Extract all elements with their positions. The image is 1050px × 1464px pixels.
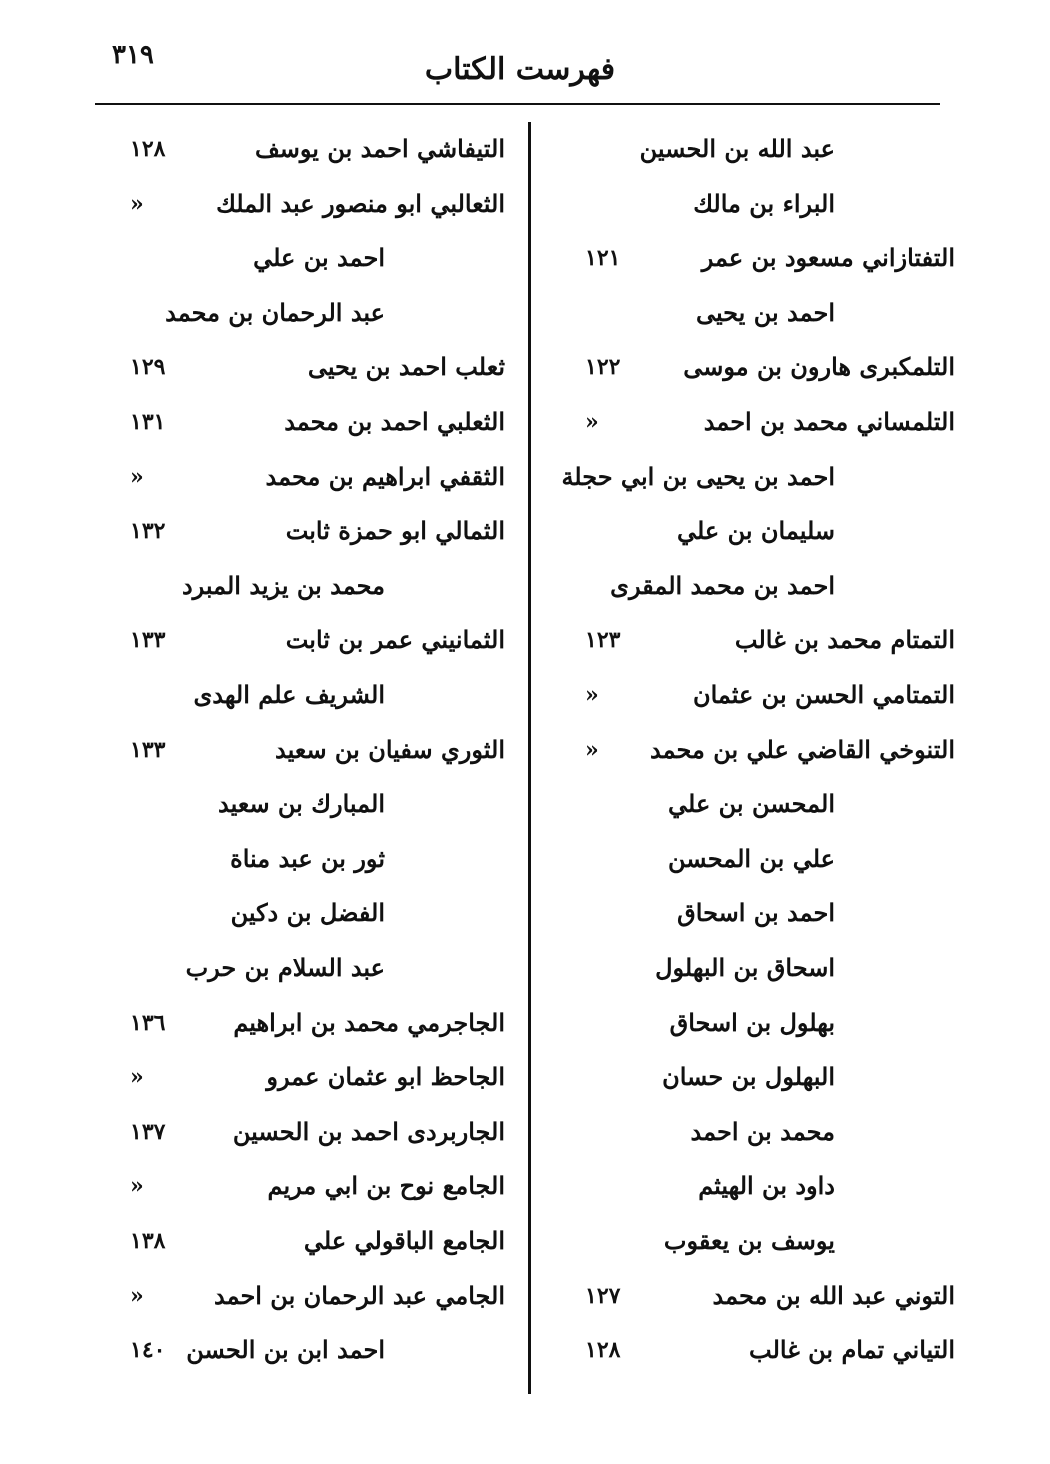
entry-page-number: ١٣٨ — [130, 1228, 166, 1254]
index-entry — [110, 998, 510, 1048]
index-entry — [110, 397, 510, 447]
index-entry — [110, 1271, 510, 1321]
entry-name: التوني عبد الله بن محمد — [712, 1280, 955, 1310]
entry-name: التياني تمام بن غالب — [749, 1335, 955, 1365]
index-entry — [545, 670, 965, 720]
page-title: فهرست الكتاب — [424, 52, 616, 87]
entry-name: احمد ابن بن الحسن — [186, 1335, 385, 1365]
index-entry — [110, 342, 510, 392]
index-entry — [545, 452, 965, 502]
entry-name: التلمساني محمد بن احمد — [703, 407, 955, 436]
index-entry — [110, 288, 510, 338]
entry-name: يوسف بن يعقوب — [663, 1226, 835, 1255]
index-entry — [545, 1216, 965, 1266]
entry-name: احمد بن محمد المقرى — [610, 570, 835, 600]
entry-name: الثعالبي ابو منصور عبد الملك — [216, 188, 505, 218]
entry-name: التنوخي القاضي علي بن محمد — [650, 734, 955, 764]
entry-name: الثعلبي احمد بن محمد — [284, 407, 505, 436]
index-entry — [545, 342, 965, 392]
index-entry — [545, 506, 965, 556]
entry-name: ثعلب احمد بن يحيى — [307, 352, 505, 382]
entry-name: داود بن الهيثم — [698, 1171, 835, 1201]
index-entry — [110, 725, 510, 775]
index-entry — [110, 670, 510, 720]
entry-name: المحسن بن علي — [668, 789, 835, 819]
entry-name: الجامي عبد الرحمان بن احمد — [213, 1280, 505, 1310]
entry-page-number: ١٢١ — [585, 245, 621, 272]
index-entry — [110, 1161, 510, 1211]
index-entry — [110, 452, 510, 502]
entry-name: الثوري سفيان بن سعيد — [275, 734, 505, 764]
entry-name: البهلول بن حسان — [662, 1062, 835, 1092]
entry-name: ثور بن عبد مناة — [230, 843, 385, 873]
column-divider — [528, 122, 531, 1394]
index-entry — [110, 615, 510, 665]
index-entry — [110, 888, 510, 938]
index-entry — [545, 233, 965, 283]
entry-page-number: « — [130, 1173, 144, 1200]
index-entry — [545, 615, 965, 665]
entry-name: علي بن المحسن — [668, 843, 835, 873]
index-entry — [545, 943, 965, 993]
header-rule — [95, 103, 940, 105]
entry-name: التيفاشي احمد بن يوسف — [254, 134, 505, 163]
entry-page-number: ١٢٩ — [130, 354, 166, 381]
entry-name: عبد السلام بن حرب — [185, 953, 385, 982]
entry-name: احمد بن يحيى بن ابي حجلة — [561, 461, 835, 491]
index-entry — [110, 1325, 510, 1375]
entry-name: الشريف علم الهدى — [193, 680, 385, 709]
entry-page-number: ١٣٢ — [130, 518, 166, 545]
entry-name: البراء بن مالك — [693, 188, 835, 218]
index-entry — [545, 725, 965, 775]
entry-name: الثقفي ابراهيم بن محمد — [265, 461, 505, 491]
entry-page-number: ١٢٣ — [585, 627, 621, 654]
index-entry — [545, 998, 965, 1048]
index-entry — [545, 1107, 965, 1157]
entry-name: التمتام محمد بن غالب — [734, 625, 955, 655]
index-entry — [110, 943, 510, 993]
index-entry — [110, 506, 510, 556]
index-entry — [110, 1107, 510, 1157]
entry-name: احمد بن اسحاق — [677, 898, 835, 928]
entry-name: التمتامي الحسن بن عثمان — [692, 680, 955, 709]
entry-name: اسحاق بن البهلول — [655, 953, 835, 982]
entry-page-number: ١٢٨ — [585, 1337, 621, 1364]
entry-page-number: ١٣٣ — [130, 736, 166, 763]
entry-name: التفتازاني مسعود بن عمر — [701, 243, 955, 273]
index-entry — [110, 779, 510, 829]
index-entry — [545, 179, 965, 229]
index-entry — [545, 561, 965, 611]
index-entry — [545, 1325, 965, 1375]
index-entry — [545, 1052, 965, 1102]
entry-page-number: ١٣٦ — [130, 1009, 166, 1036]
entry-page-number: ١٢٨ — [130, 136, 166, 162]
entry-name: الفضل بن دكين — [230, 898, 385, 928]
index-entry — [545, 397, 965, 447]
index-entry — [110, 179, 510, 229]
entry-page-number: « — [130, 463, 144, 490]
index-entry — [545, 834, 965, 884]
entry-page-number: ١٣٧ — [130, 1118, 166, 1145]
entry-name: احمد بن يحيى — [695, 297, 835, 327]
entry-name: المبارك بن سعيد — [218, 789, 385, 819]
entry-name: الجامع نوح بن ابي مريم — [267, 1171, 505, 1201]
entry-name: الثمالي ابو حمزة ثابت — [285, 516, 505, 546]
entry-name: محمد بن احمد — [690, 1116, 835, 1146]
entry-name: بهلول بن اسحاق — [669, 1007, 835, 1037]
index-entry — [110, 561, 510, 611]
index-entry — [110, 1216, 510, 1266]
entry-name: الثمانيني عمر بن ثابت — [285, 625, 505, 655]
entry-name: الجاربردى احمد بن الحسين — [232, 1116, 505, 1146]
entry-page-number: « — [130, 190, 144, 217]
entry-name: التلمكبرى هارون بن موسى — [683, 352, 955, 382]
entry-page-number: ١٢٧ — [585, 1282, 621, 1309]
entry-name: سليمان بن علي — [676, 516, 835, 546]
entry-page-number: « — [585, 682, 599, 708]
index-entry — [545, 1271, 965, 1321]
index-entry — [545, 1161, 965, 1211]
entry-name: عبد الله بن الحسين — [639, 134, 835, 163]
left-column — [110, 122, 510, 1402]
right-column — [545, 122, 965, 1402]
entry-page-number: « — [585, 736, 599, 763]
entry-page-number: ١٤٠ — [130, 1337, 166, 1364]
index-entry — [545, 288, 965, 338]
entry-page-number: « — [130, 1282, 144, 1309]
entry-page-number: « — [130, 1064, 144, 1091]
index-entry — [110, 124, 510, 174]
index-entry — [110, 1052, 510, 1102]
entry-name: الجاجرمي محمد بن ابراهيم — [233, 1007, 505, 1037]
index-entry — [545, 779, 965, 829]
entry-page-number: ١٣٣ — [130, 627, 166, 654]
index-entry — [545, 124, 965, 174]
entry-name: احمد بن علي — [253, 243, 385, 273]
entry-name: الجاحظ ابو عثمان عمرو — [266, 1062, 505, 1092]
entry-page-number: ١٢٢ — [585, 354, 621, 381]
index-entry — [110, 834, 510, 884]
entry-name: الجامع الباقولي علي — [303, 1226, 505, 1255]
entry-page-number: « — [585, 409, 599, 435]
page-number: ٣١٩ — [112, 40, 154, 70]
entry-name: محمد بن يزيد المبرد — [181, 570, 385, 600]
entry-page-number: ١٣١ — [130, 409, 166, 435]
index-entry — [545, 888, 965, 938]
index-entry — [110, 233, 510, 283]
entry-name: عبد الرحمان بن محمد — [165, 297, 385, 327]
